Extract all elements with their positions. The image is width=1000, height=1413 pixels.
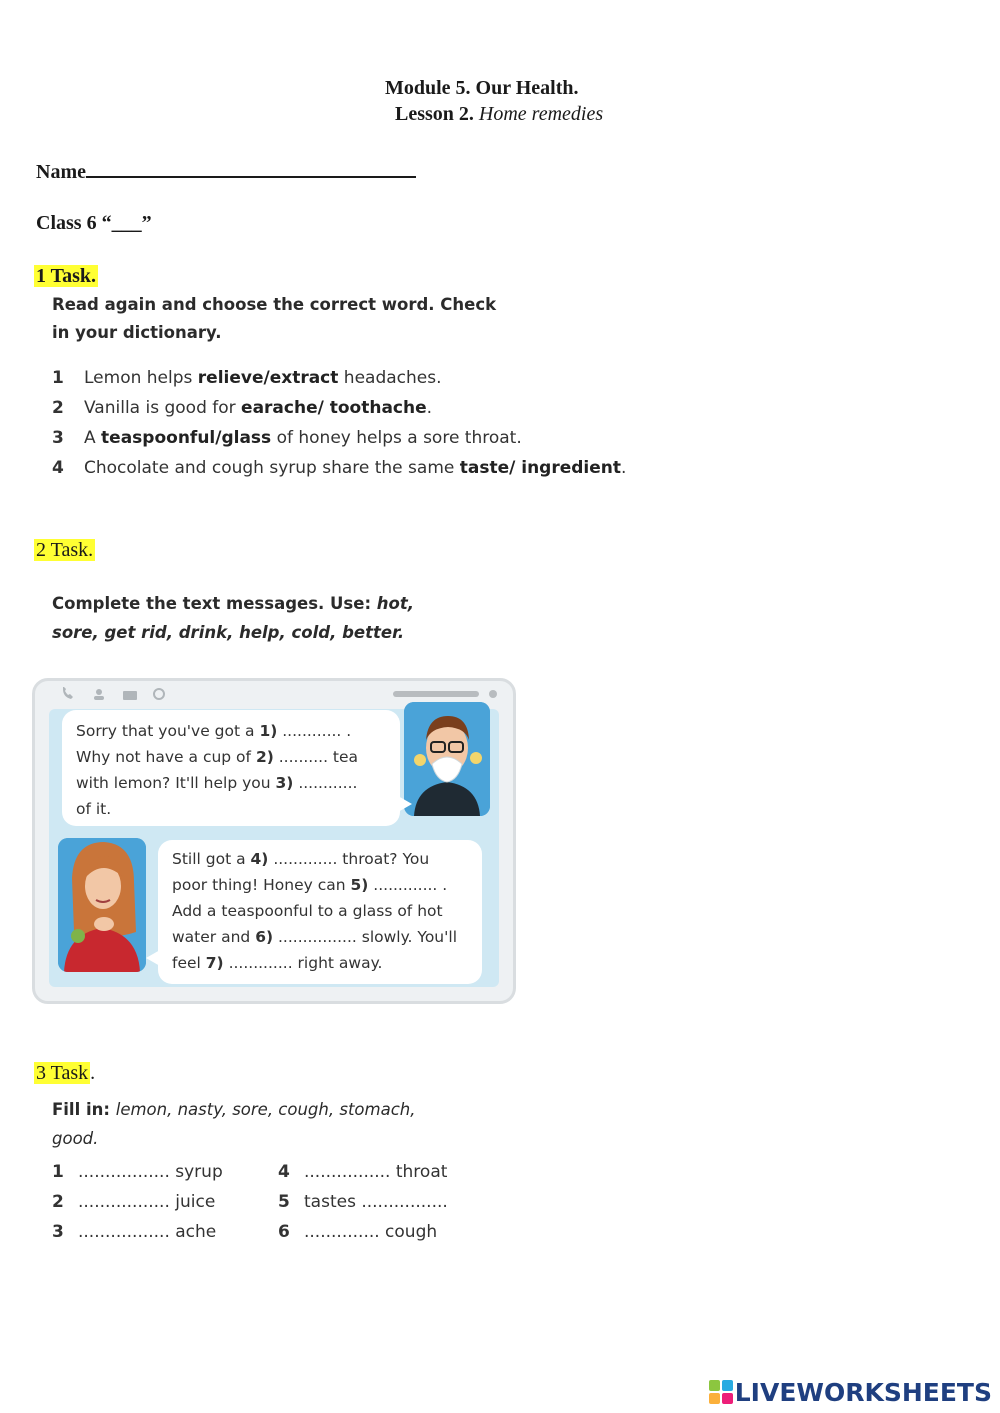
list-item: 2 Vanilla is good for earache/ toothache. <box>52 398 433 418</box>
word-choice[interactable]: relieve/extract <box>197 368 339 388</box>
phone-toolbar-icons <box>61 687 171 705</box>
class-blank[interactable]: ___ <box>111 212 142 234</box>
task2-heading: 2 Task. <box>36 539 94 561</box>
name-blank[interactable] <box>86 158 416 178</box>
list-item[interactable]: 1 ................. syrup <box>52 1162 223 1182</box>
class-field <box>36 212 152 235</box>
module-title: Module 5. Our Health. <box>385 77 579 99</box>
liveworksheets-logo[interactable]: LIVEWORKSHEETS <box>709 1378 992 1410</box>
list-item[interactable]: 5 tastes ................ <box>278 1192 448 1212</box>
task1-heading: 1 Task. <box>36 265 97 287</box>
class-label: Class 6 “ <box>36 212 112 234</box>
list-item[interactable]: 4 ................ throat <box>278 1162 448 1182</box>
gap-4[interactable]: ............. throat? You <box>268 850 430 868</box>
message-bubble-2: Still got a 4) ............. throat? You poor thing! Honey can 5) ............. . Add a teaspoonful to a glass of hot water and 6) ................ slowly. You'll feel 7) ............. right away. <box>158 840 482 984</box>
lesson-topic: Home remedies <box>478 103 604 125</box>
list-item: 4 Chocolate and cough syrup share the same taste/ ingredient. <box>52 458 627 478</box>
list-item: 3 A teaspoonful/glass of honey helps a sore throat. <box>52 428 522 448</box>
list-item[interactable]: 2 ................. juice <box>52 1192 216 1212</box>
gap-7[interactable]: ............. right away. <box>223 954 383 972</box>
name-field <box>36 158 416 184</box>
list-item[interactable]: 6 .............. cough <box>278 1222 438 1242</box>
sick-woman-avatar <box>58 838 146 972</box>
lesson-title <box>395 103 603 126</box>
task3-list <box>52 1162 492 1262</box>
task3-heading: 3 Task . <box>36 1062 96 1084</box>
gap-1[interactable]: ............ . <box>277 722 352 740</box>
message-bubble-1: Sorry that you've got a 1) ............ . Why not have a cup of 2) .......... tea with lemon? It'll help you 3) ............ of it. <box>62 710 400 826</box>
class-close-quote: ” <box>141 212 152 234</box>
list-item[interactable]: 3 ................. ache <box>52 1222 217 1242</box>
gap-3[interactable]: ............ <box>293 774 358 792</box>
gap-5[interactable]: ............. . <box>368 876 448 894</box>
sick-man-avatar <box>404 702 490 816</box>
name-label: Name <box>36 161 86 183</box>
word-choice[interactable]: earache/ toothache <box>241 398 427 418</box>
phone-camera <box>489 690 497 698</box>
liveworksheets-icon <box>709 1380 733 1410</box>
task2-instruction: Complete the text messages. Use: hot, sore, get rid, drink, help, cold, better. <box>52 594 415 642</box>
lesson-label: Lesson 2. <box>395 103 474 125</box>
word-choice[interactable]: taste/ ingredient <box>459 458 622 478</box>
gap-2[interactable]: .......... tea <box>273 748 359 766</box>
gap-6[interactable]: ................ slowly. You'll <box>273 928 458 946</box>
task1-instruction: Read again and choose the correct word. Check in your dictionary. <box>52 295 497 342</box>
list-item: 1 Lemon helps relieve/extract headaches. <box>52 368 442 388</box>
task3-instruction: Fill in: lemon, nasty, sore, cough, stomach, good. <box>52 1100 416 1148</box>
word-choice[interactable]: teaspoonful/glass <box>101 428 272 448</box>
phone-speaker <box>393 691 479 697</box>
task1-list <box>52 368 672 488</box>
